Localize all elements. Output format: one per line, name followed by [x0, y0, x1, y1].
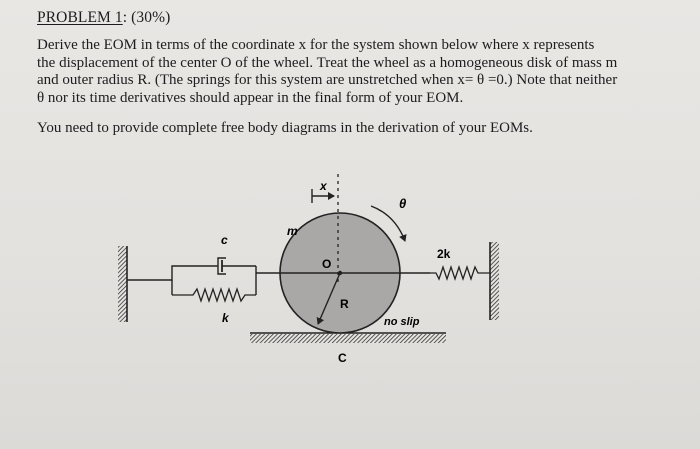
damping-label: c [221, 233, 228, 247]
left-wall-hatch [118, 246, 127, 322]
center-o-label: O [322, 257, 332, 271]
dashpot-c [127, 258, 256, 280]
instruction-line: You need to provide complete free body diagrams in the derivation of your EOMs. [37, 120, 533, 136]
no-slip-label: no slip [384, 316, 420, 328]
radius-label: R [340, 297, 349, 311]
spring-2k [430, 267, 490, 279]
statement-line-4: θ nor its time derivatives should appear in the final form of your EOM. [37, 89, 464, 106]
problem-weight: : (30%) [122, 9, 171, 26]
mass-label: m [287, 224, 298, 238]
right-wall-hatch [490, 242, 499, 320]
two-k-label: 2k [437, 247, 451, 261]
ground [250, 333, 446, 343]
left-wall [118, 246, 127, 322]
theta-label: θ [399, 196, 407, 211]
spring-k [172, 266, 256, 301]
spring-2k-coil [430, 267, 490, 279]
spring-k-coil [172, 289, 256, 301]
contact-point-label: C [338, 351, 347, 365]
problem-label: PROBLEM 1 [37, 9, 123, 26]
statement-line-1: Derive the EOM in terms of the coordinate x for the system shown below where x represents [37, 37, 595, 53]
x-label: x [320, 179, 327, 193]
stiffness-k-label: k [222, 311, 229, 325]
dashpot-rod-left [127, 266, 218, 280]
ground-hatch [250, 334, 446, 343]
statement-line-3: and outer radius R. (The springs for this system are unstretched when x= θ =0.) Note that neither [37, 72, 618, 88]
right-wall [490, 242, 499, 320]
statement-line-2: the displacement of the center O of the wheel. Treat the wheel as a homogeneous disk of mass m [37, 54, 618, 71]
